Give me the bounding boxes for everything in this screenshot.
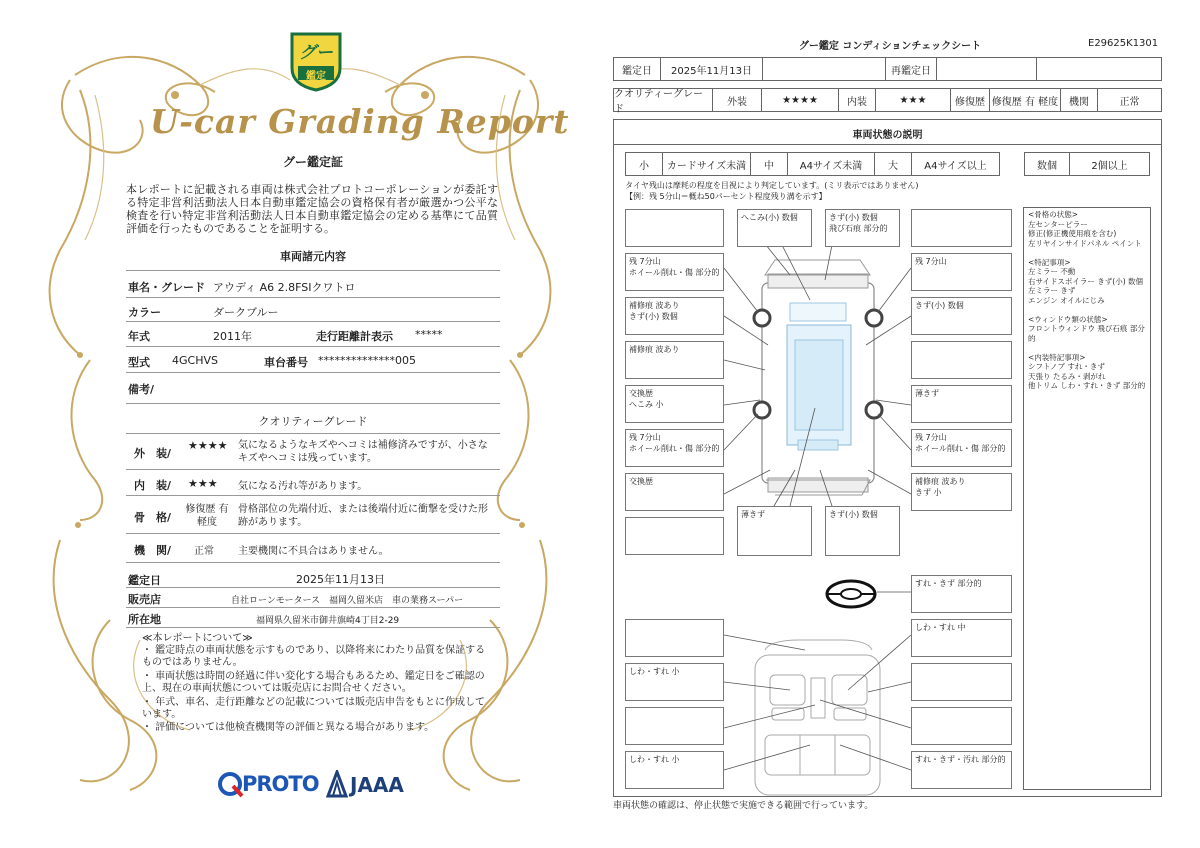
engine-value: 正常 (194, 546, 214, 557)
side-note-line: フロントウィンドウ 飛び石痕 部分的 (1028, 324, 1145, 343)
side-note-line: 左ミラー 不動 (1028, 267, 1076, 276)
redate-label: 再鑑定日 (891, 65, 931, 77)
tire-note-example: 【例：残 5分山＝概ね50パーセント程度残り溝を示す】 (625, 192, 827, 201)
divider (126, 403, 500, 404)
address-label: 所在地 (128, 613, 161, 626)
condition-check-sheet (600, 0, 1200, 848)
history-label: 修復歴 (955, 96, 985, 108)
dealer-label: 販売店 (128, 593, 161, 606)
condition-box-seat-l4: しわ・すれ 小 (625, 751, 724, 789)
frame-value: 修復歴 有 軽度 (185, 504, 229, 528)
condition-box-seat-r1: しわ・すれ 中 (911, 619, 1012, 657)
engine-desc: 主要機関に不具合はありません。 (238, 546, 389, 557)
year-label: 年式 (128, 330, 150, 343)
condition-box-r4: 薄きず (911, 385, 1012, 423)
divider (126, 587, 500, 588)
condition-box-l1: 残 7分山 ホイール削れ・傷 部分的 (625, 253, 724, 291)
dealer-value: 自社ローンモータース 福岡久留米店 車の業務スーパー (231, 596, 464, 606)
condition-box-l6: 交換歴 (625, 473, 724, 511)
condition-box-rear: きず(小) 数個 (825, 506, 900, 556)
goo-badge-icon (288, 30, 344, 92)
engine-label: 機関 (1069, 96, 1089, 108)
count-label: 数個 (1037, 160, 1057, 172)
about-title: ≪本レポートについて≫ (142, 633, 253, 644)
chassis-value: **************005 (318, 354, 416, 367)
side-note-line: <骨格の状態> (1028, 210, 1079, 219)
divider (126, 372, 500, 373)
divider (126, 533, 500, 534)
condition-box (911, 707, 1012, 745)
qg-label: クオリティーグレード (614, 89, 703, 115)
size-small-desc: カードサイズ未満 (666, 160, 747, 172)
sheet-id: E29625K1301 (1088, 38, 1159, 49)
side-note-line: エンジン オイルにじみ (1028, 295, 1105, 305)
condition-box (911, 663, 1012, 701)
date-label: 鑑定日 (622, 65, 652, 77)
about-item: ・ 鑑定時点の車両状態を示すものであり、以降将来にわたり品質を保証するものではありません。 (142, 645, 486, 668)
divider (126, 433, 500, 434)
side-note-line: <ウィンドウ類の状態> (1028, 314, 1108, 324)
ext-desc: 気になるようなキズやヘコミは補修済みですが、小さなキズやヘコミは残っています。 (238, 440, 488, 464)
script-title: U-car Grading Report (150, 102, 570, 141)
side-note-line: 左センターピラー (1028, 219, 1088, 229)
divider (126, 321, 500, 322)
date-value: 2025年11月13日 (671, 65, 752, 77)
tire-note: タイヤ残山は摩耗の程度を目視により判定しています。(ミリ表示ではありません) (625, 181, 919, 190)
mileage-value: ***** (415, 328, 443, 341)
jaaa-logo-text: JAAA (350, 773, 404, 797)
side-note-line: 他トリム しわ・すれ・きず 部分的 (1028, 381, 1146, 390)
chassis-label: 車台番号 (264, 356, 308, 369)
badge-top-text: グー (299, 43, 333, 63)
condition-box-r2: きず(小) 数個 (911, 297, 1012, 335)
date-value: 2025年11月13日 (296, 573, 385, 586)
size-mid-desc: A4サイズ未満 (799, 160, 863, 172)
divider (126, 607, 500, 608)
condition-box-r1: 残 7分山 (911, 253, 1012, 291)
condition-box-l3: 補修痕 波あり (625, 341, 724, 379)
divider (126, 562, 500, 563)
divider (126, 346, 500, 347)
side-note-line: 左ミラー きず (1028, 286, 1076, 295)
specs-title: 車両諸元内容 (280, 250, 346, 263)
remarks-label: 備考/ (128, 383, 155, 396)
int-label: 内 装/ (134, 479, 172, 492)
size-large-desc: A4サイズ以上 (924, 160, 987, 172)
count-desc: 2個以上 (1091, 160, 1128, 172)
ext-label: 外装 (727, 96, 747, 108)
condition-box (911, 341, 1012, 379)
size-small: 小 (639, 160, 649, 172)
size-mid: 中 (764, 160, 774, 172)
side-note-line: <内装特記事項> (1028, 352, 1086, 362)
condition-box-r5: 残 7分山 ホイール削れ・傷 部分的 (911, 429, 1012, 467)
int-stars: ★★★ (899, 94, 927, 106)
divider (126, 270, 500, 271)
address-value: 福岡県久留米市御井旗崎4丁目2-29 (256, 616, 400, 626)
condition-box-seat-l2: しわ・すれ 小 (625, 663, 724, 701)
engine-label: 機 関/ (134, 544, 172, 557)
condition-box-front: きず(小) 数個 飛び石痕 部分的 (825, 209, 900, 247)
side-note-line: 天張り たるみ・剥がれ (1028, 371, 1106, 381)
condition-box-l4: 交換歴 へこみ 小 (625, 385, 724, 423)
proto-mark-icon (218, 770, 244, 798)
condition-box-l2: 補修痕 波あり きず(小) 数個 (625, 297, 724, 335)
condition-box-rear-left: 薄きず (737, 506, 812, 556)
cert-title: グー鑑定証 (282, 155, 343, 169)
engine-value: 正常 (1119, 96, 1140, 108)
model-value: 4GCHVS (172, 354, 218, 367)
side-note-line: シフトノブ すれ・きず (1028, 362, 1105, 371)
condition-title: 車両状態の説明 (852, 130, 923, 141)
steering-wheel-icon (827, 581, 875, 607)
ext-label: 外 装/ (134, 447, 172, 460)
car-interior-icon (755, 640, 880, 795)
side-note-line: <特記事項> (1028, 257, 1071, 267)
car-name-label: 車名・グレード (128, 281, 205, 294)
sheet-title: グー鑑定 コンディションチェックシート (798, 41, 982, 52)
year-value: 2011年 (213, 330, 252, 343)
divider (126, 495, 500, 496)
int-stars: ★★★ (188, 477, 218, 490)
divider (126, 297, 500, 298)
car-exterior-icon (754, 260, 882, 495)
about-item: ・ 評価については他検査機関等の評価と異なる場合があります。 (142, 722, 435, 733)
condition-box (625, 209, 724, 247)
side-note-line: 右サイドスポイラー きず(小) 数個 (1028, 276, 1144, 286)
condition-box (625, 707, 724, 745)
about-item: ・ 年式、車名、走行距離などの記載については販売店申告をもとに作成しています。 (142, 697, 485, 720)
condition-box-steering: すれ・きず 部分的 (911, 575, 1012, 613)
divider (126, 627, 500, 628)
about-item: ・ 車両状態は時間の経過に伴い変化する場合もあるため、鑑定日をご確認の上、現在の車両状態については販売店にお問合せください。 (142, 671, 485, 694)
car-name-value: アウディ A6 2.8FSIクワトロ (213, 281, 356, 294)
frame-label: 骨 格/ (134, 511, 172, 524)
ext-stars: ★★★★ (188, 439, 228, 452)
model-label: 型式 (128, 356, 150, 369)
int-desc: 気になる汚れ等があります。 (238, 481, 368, 492)
history-value: 修復歴 有 軽度 (991, 96, 1059, 108)
side-note-line: 修正(修正機使用痕を含む) (1028, 229, 1117, 238)
date-label: 鑑定日 (128, 574, 161, 587)
side-note-line: 左リヤインサイドパネル ペイント (1028, 238, 1142, 248)
condition-box-front-left: へこみ(小) 数個 (737, 209, 812, 247)
jaaa-mark-icon (326, 770, 348, 798)
proto-logo-text: PROTO (242, 772, 319, 796)
condition-box (911, 209, 1012, 247)
footer-note: 車両状態の確認は、停止状態で実施できる範囲で行っています。 (613, 801, 874, 811)
mileage-label: 走行距離計表示 (316, 330, 393, 343)
badge-bottom-text: 鑑定 (306, 71, 326, 82)
divider (126, 469, 500, 470)
ext-stars: ★★★★ (782, 94, 818, 106)
color-label: カラー (128, 306, 161, 319)
size-large: 大 (888, 160, 898, 172)
condition-box-l5: 残 7分山 ホイール削れ・傷 部分的 (625, 429, 724, 467)
cert-text: 本レポートに記載される車両は株式会社プロトコーポレーションが委託する特定非営利活動法人日本自動車鑑定協会の資格保有者が厳選かつ公平な検査を行い特定非営利活動法人日本自動車鑑定協会の定める基準にて品質評価を行ったものであることを証明する。 (126, 183, 498, 235)
condition-box (625, 619, 724, 657)
int-label: 内装 (847, 96, 867, 108)
condition-box-r6: 補修痕 波あり きず 小 (911, 473, 1012, 511)
condition-box-seat-r4: すれ・きず・汚れ 部分的 (911, 751, 1012, 789)
color-value: ダークブルー (213, 306, 279, 319)
condition-box (625, 517, 724, 555)
frame-desc: 骨格部位の先端付近、または後端付近に衝撃を受けた形跡があります。 (238, 504, 488, 528)
quality-title: クオリティーグレード (258, 415, 368, 428)
